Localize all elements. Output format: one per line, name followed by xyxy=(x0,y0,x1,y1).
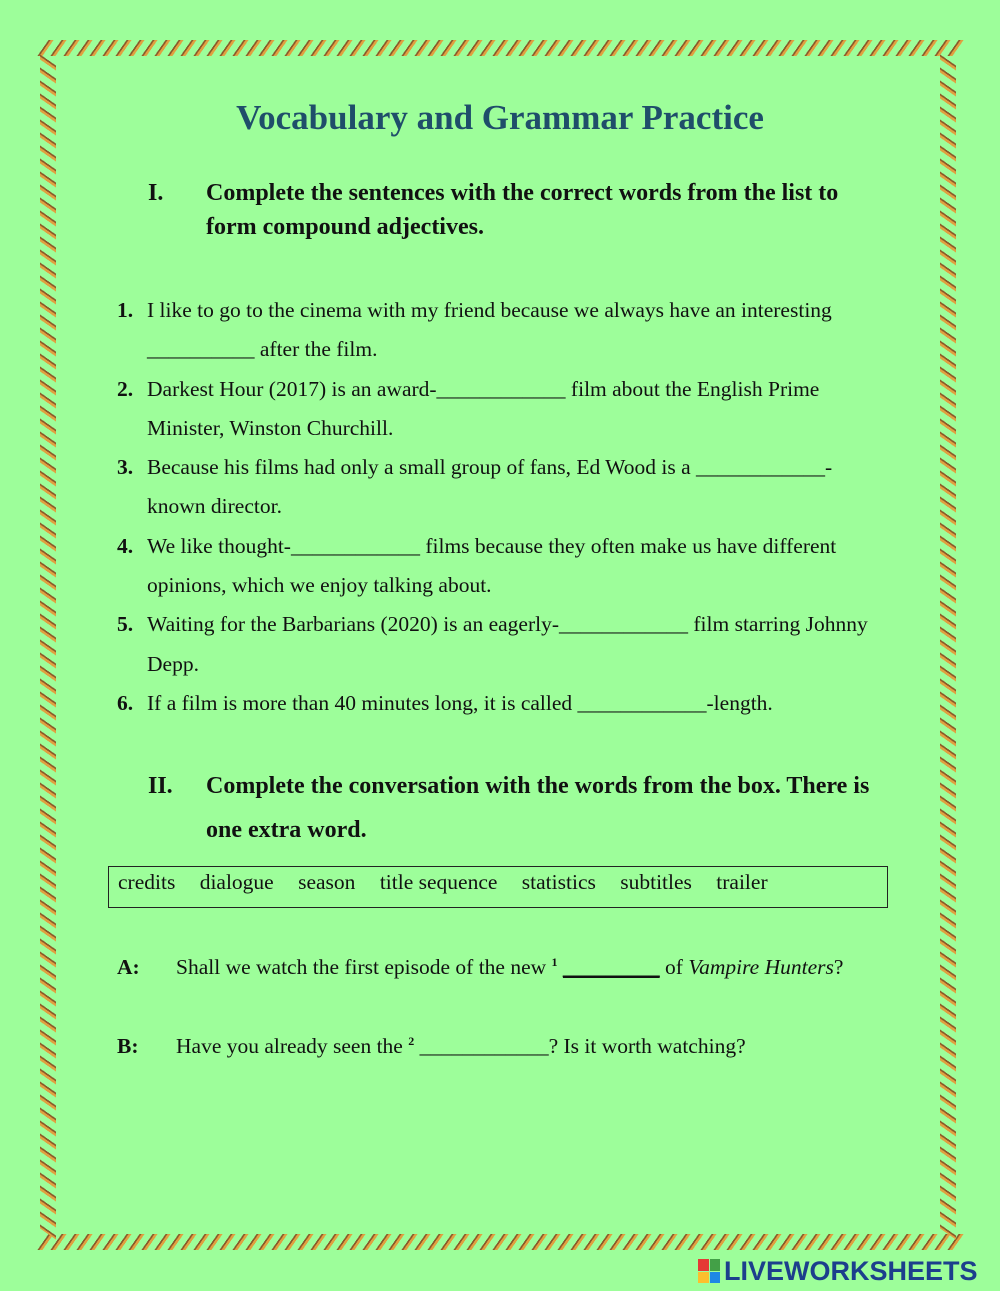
item-number: 5. xyxy=(117,612,134,637)
gap-number: 2 xyxy=(408,1034,415,1048)
item-number: 6. xyxy=(117,690,134,715)
section-2-heading xyxy=(148,764,888,852)
item-text: I like to go to the cinema with my friend because we always have an interesting __________ after the film. xyxy=(147,298,832,362)
answer-gap-2[interactable]: ____________ xyxy=(419,1034,549,1059)
section-1-heading xyxy=(148,176,888,244)
dialogue-text: Have you already seen the xyxy=(176,1034,409,1059)
page-title: Vocabulary and Grammar Practice xyxy=(236,98,764,137)
dialogue-text: ? Is it worth watching? xyxy=(548,1034,746,1059)
exercise-item xyxy=(117,527,887,606)
section-2-number: II. xyxy=(148,773,173,799)
dialogue-text: of xyxy=(659,955,689,980)
section-1-instruction: Complete the sentences with the correct words from the list to form compound adjectives. xyxy=(206,180,839,240)
dialogue-line-a xyxy=(117,943,897,987)
dialogue-line-b xyxy=(117,1022,897,1066)
exercise-item xyxy=(117,291,887,370)
word-box-item: statistics xyxy=(521,870,596,894)
logo-text: LIVEWORKSHEETS xyxy=(724,1255,978,1286)
word-box xyxy=(108,866,888,908)
decorative-border-left xyxy=(40,50,56,1239)
exercise-item xyxy=(117,684,887,723)
word-box-item: season xyxy=(298,870,356,894)
exercise-item xyxy=(117,605,887,684)
word-box-item: trailer xyxy=(716,870,768,894)
item-number: 2. xyxy=(117,376,134,401)
item-text: If a film is more than 40 minutes long, it is called ____________-length. xyxy=(147,690,773,715)
item-number: 1. xyxy=(117,298,134,322)
exercise-list xyxy=(117,291,887,723)
item-number: 4. xyxy=(117,533,134,558)
item-text: Because his films had only a small group of fans, Ed Wood is a ____________-known director. xyxy=(147,455,833,519)
liveworksheets-logo[interactable] xyxy=(698,1257,978,1285)
item-text: Darkest Hour (2017) is an award-____________ film about the English Prime Minister, Winston Churchill. xyxy=(147,376,820,440)
decorative-border-right xyxy=(940,50,956,1239)
decorative-border-top xyxy=(34,40,965,56)
word-box-item: dialogue xyxy=(199,870,274,894)
word-box-item: credits xyxy=(118,870,176,894)
dialogue-text: Shall we watch the first episode of the new xyxy=(176,955,552,980)
section-1-number: I. xyxy=(148,180,164,206)
decorative-border-bottom xyxy=(34,1234,965,1250)
exercise-item xyxy=(117,448,887,527)
show-title: Vampire Hunters xyxy=(688,955,834,980)
answer-gap-1[interactable]: _________ xyxy=(562,955,660,980)
word-box-item: title sequence xyxy=(379,870,498,894)
section-2-instruction: Complete the conversation with the words from the box. There is one extra word. xyxy=(206,773,870,843)
gap-number: 1 xyxy=(551,955,558,969)
speaker-label: A: xyxy=(117,955,140,980)
item-text: Waiting for the Barbarians (2020) is an eagerly-____________ film starring Johnny Depp. xyxy=(147,612,868,676)
exercise-item xyxy=(117,370,887,449)
word-box-item: subtitles xyxy=(620,870,692,894)
item-text: We like thought-____________ films because they often make us have different opinions, which we enjoy talking about. xyxy=(147,533,837,598)
logo-blocks-icon xyxy=(698,1259,720,1283)
speaker-label: B: xyxy=(117,1034,139,1059)
item-number: 3. xyxy=(117,455,134,480)
dialogue-text: ? xyxy=(833,955,844,980)
